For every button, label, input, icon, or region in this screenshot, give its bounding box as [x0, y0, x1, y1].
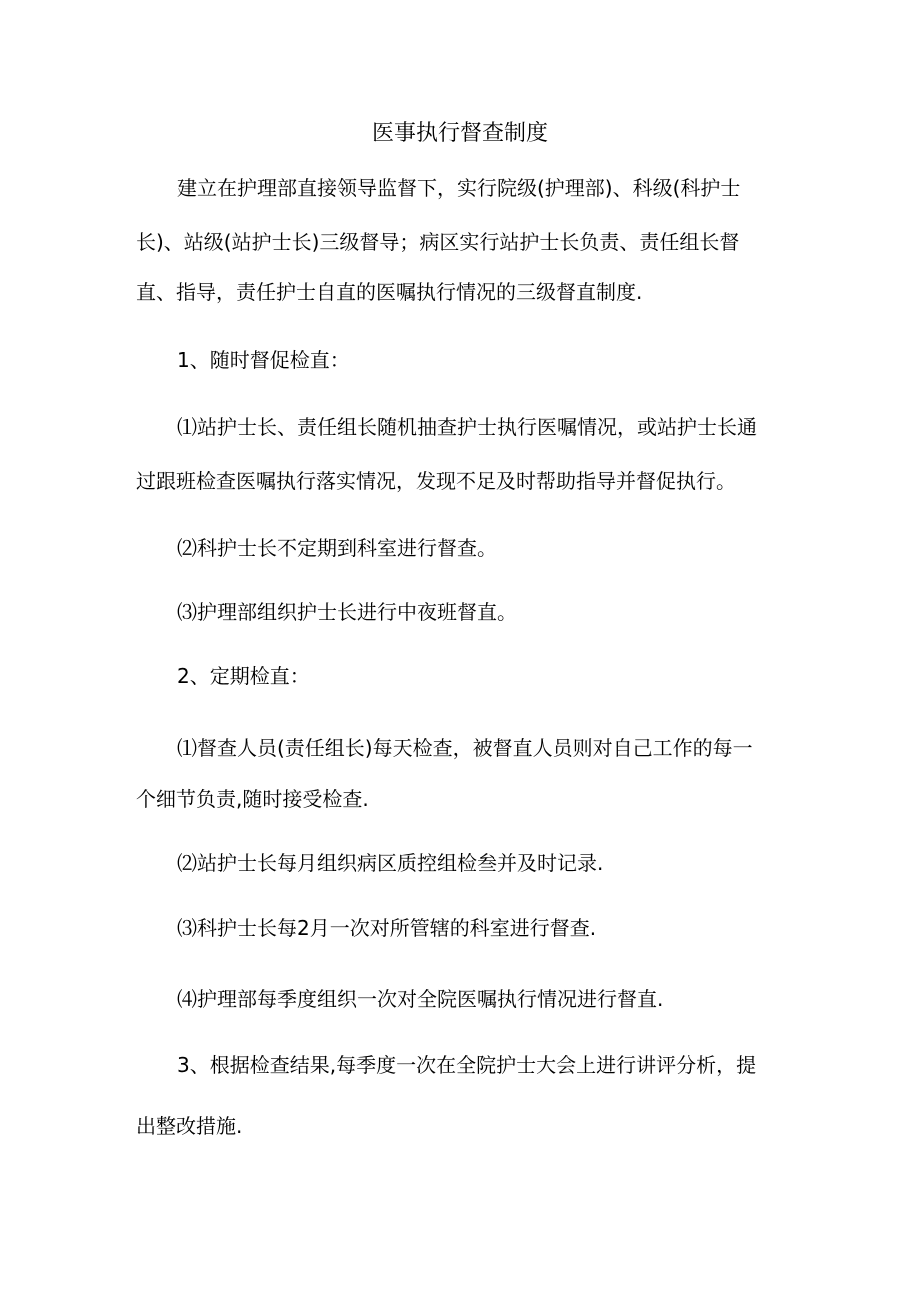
section-2-item-4: ⑷护理部每季度组织一次对全院医嘱执行情况进行督直. [177, 987, 664, 1011]
section-2-item-3: ⑶科护士长每2月一次对所管辖的科室进行督查. [177, 916, 597, 940]
section-1-item-1-line-1: ⑴站护士长、责任组长随机抽查护士执行医嘱情况，或站护士长通 [177, 415, 757, 439]
section-2-item-1-line-1: ⑴督查人员(责任组长)每天检查，被督直人员则对自己工作的每一 [177, 736, 753, 760]
section-1-item-3: ⑶护理部组织护士长进行中夜班督直。 [177, 600, 517, 624]
section-2-heading: 2、定期检直： [177, 664, 310, 688]
section-1-heading: 1、随时督促检直： [177, 348, 350, 372]
section-3-line-2: 出整改措施. [136, 1114, 243, 1138]
section-3-line-1: 3、根据检查结果,每季度一次在全院护士大会上进行讲评分析，提 [177, 1053, 757, 1077]
intro-line-3: 直、指导，责任护士自直的医嘱执行情况的三级督直制度. [136, 280, 643, 304]
intro-line-1: 建立在护理部直接领导监督下，实行院级(护理部)、科级(科护士 [177, 176, 741, 200]
section-1-item-1-line-2: 过跟班检查医嘱执行落实情况，发现不足及时帮助指导并督促执行。 [136, 469, 736, 493]
document-title: 医事执行督查制度 [371, 121, 548, 146]
intro-line-2: 长)、站级(站护士长)三级督导；病区实行站护士长负责、责任组长督 [136, 230, 740, 254]
section-2-item-1-line-2: 个细节负责,随时接受检查. [136, 787, 369, 811]
section-1-item-2: ⑵科护士长不定期到科室进行督查。 [177, 536, 497, 560]
section-2-item-2: ⑵站护士长每月组织病区质控组检叁并及时记录. [177, 851, 604, 875]
